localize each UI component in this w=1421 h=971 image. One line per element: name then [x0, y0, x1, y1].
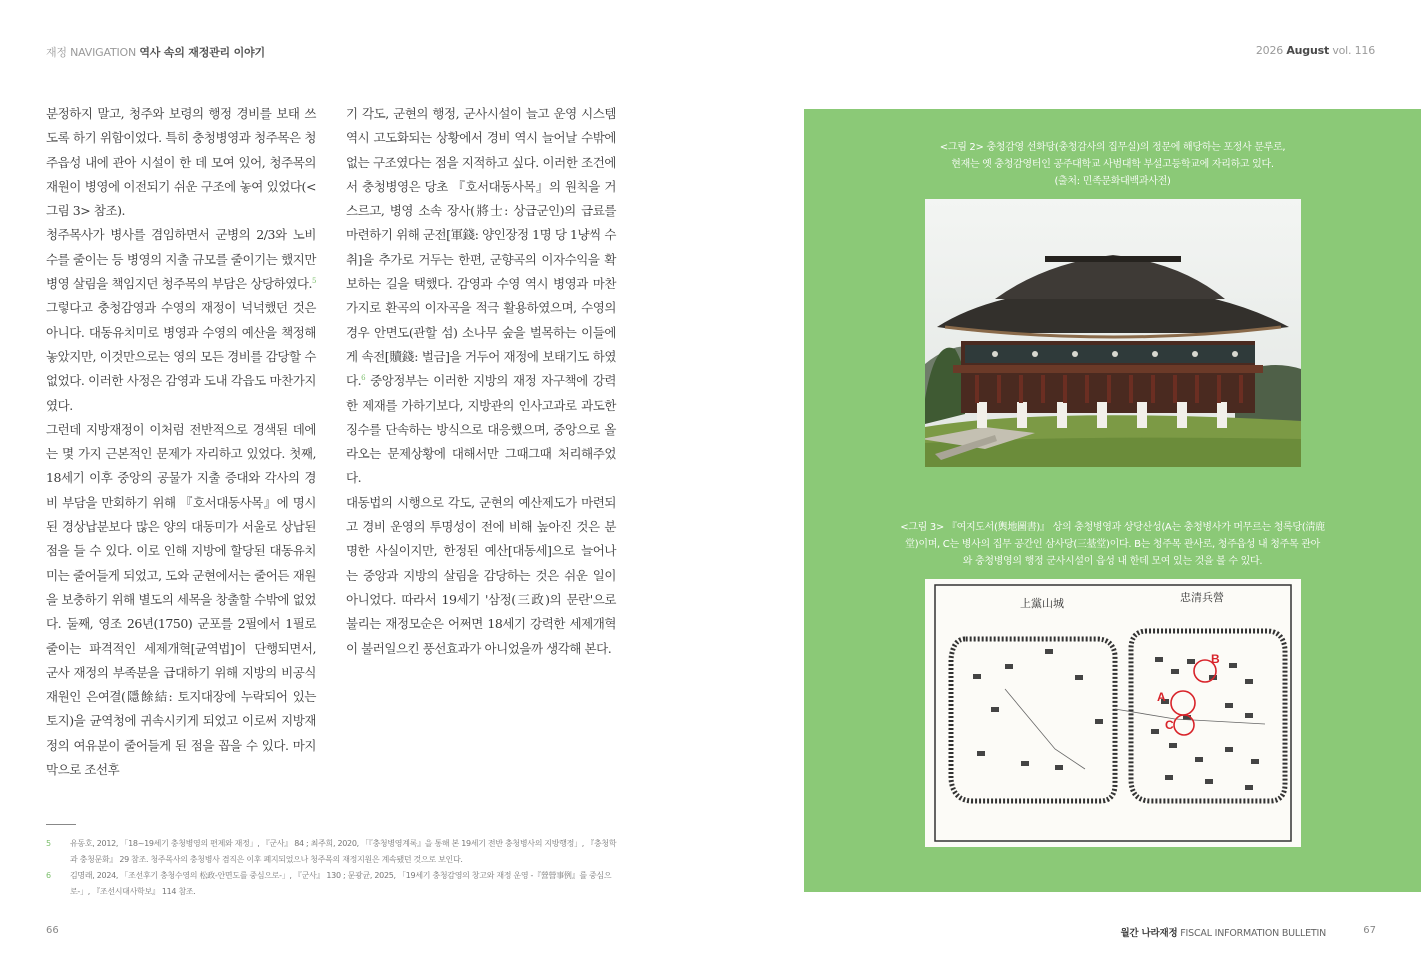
paragraph — [346, 102, 616, 491]
footnote-number: 6 — [46, 871, 51, 880]
magazine-subtitle: FISCAL INFORMATION BULLETIN — [1180, 928, 1326, 939]
footnote — [46, 836, 618, 868]
footnote-number: 5 — [46, 839, 51, 848]
historic-map — [925, 579, 1301, 847]
paragraph-text: 그렇다고 충청감영과 수영의 재정이 넉넉했던 것은 아니다. 대동유치미로 병영과 수영의 예산을 책정해 놓았지만, 이것만으로는 영의 모든 경비를 감당할 수 없었다. 이러한 사정은 감영과 도내 각읍도 마찬가지였다. — [46, 300, 316, 413]
body-column-2 — [346, 102, 616, 661]
section-title: 역사 속의 재정관리 이야기 — [139, 46, 265, 59]
caption-line: 와 충청병영의 행정 군사시설이 읍성 내 한데 모여 있는 것을 볼 수 있다. — [962, 556, 1263, 567]
caption-line: <그림 3> 『여지도서(輿地圖書)』 상의 충청병영과 상당산성(A는 충청병사가 머무르는 청록당(淸鹿 — [900, 522, 1325, 533]
paragraph-text: 중앙정부는 이러한 지방의 재정 자구책에 강력한 제재를 가하기보다, 지방관의 인사고과로 과도한 징수를 단속하는 방식으로 대응했으며, 중앙으로 올라오는 문제상황에 대해서만 그때그때 처리해주었다. — [346, 373, 616, 486]
issue-month: August — [1286, 44, 1330, 57]
running-header-left — [46, 44, 265, 60]
running-header-right — [1256, 44, 1375, 57]
footnote-divider — [46, 824, 76, 825]
caption-line: <그림 2> 충청감영 선화당(충청감사의 집무실)의 정문에 해당하는 포정사 문루로, — [939, 142, 1286, 153]
map-label-a: A — [1157, 690, 1166, 704]
map-title-right: 忠清兵營 — [1180, 591, 1224, 604]
body-column-1 — [46, 102, 316, 782]
caption-line: 堂)이며, C는 병사의 집무 공간인 삼사당(三䑓堂)이다. B는 청주목 관사로, 청주읍성 내 청주목 관아 — [905, 539, 1320, 550]
paragraph: 그런데 지방재정이 이처럼 전반적으로 경색된 데에는 몇 가지 근본적인 문제가 자리하고 있었다. 첫째, 18세기 이후 중앙의 공물가 지출 증대와 각사의 경비 부담을 만회하기 위해 『호서대동사목』에 명시된 경상납분보다 많은 양의 대동미가 서울로 상납된 점을 들 수 있다. 이로 인해 지방에 할당된 대동유치미는 줄어들게 되었고, 도와 군현에서는 줄어든 재원을 보충하기 위해 별도의 세목을 창출할 수밖에 없었다. 둘째, 영조 26년(1750) 군포를 2필에서 1필로 줄이는 파격적인 세제개혁[균역법]이 단행되면서, 군사 재정의 부족분을 급대하기 위해 지방의 비공식 재원인 은여결(隱餘結: 토지대장에 누락되어 있는 토지)을 균역청에 귀속시키게 되었고 이로써 지방재정의 여유분이 줄어들게 된 점을 꼽을 수 있다. 마지막으로 조선후 — [46, 421, 316, 778]
issue-year: 2026 — [1255, 44, 1284, 57]
magazine-footer — [1120, 925, 1326, 939]
paragraph — [46, 223, 316, 417]
issue-volume: vol. 116 — [1332, 44, 1375, 57]
pavilion-illustration — [925, 199, 1301, 467]
page-number-right: 67 — [1363, 925, 1376, 936]
section-label: 재정 NAVIGATION — [46, 46, 137, 59]
map-label-c: C — [1165, 718, 1174, 732]
figure-panel — [804, 109, 1421, 892]
footnote-ref[interactable]: 6 — [361, 374, 366, 383]
footnotes — [46, 836, 618, 900]
footnote — [46, 868, 618, 900]
magazine-name: 월간 나라재정 — [1120, 928, 1178, 939]
map-label-b: B — [1211, 652, 1220, 666]
page-number-left: 66 — [46, 925, 59, 936]
pavilion-photo — [925, 199, 1301, 467]
paragraph-text: 기 각도, 군현의 행정, 군사시설이 늘고 운영 시스템 역시 고도화되는 상황에서 경비 역시 늘어날 수밖에 없는 구조였다는 점을 지적하고 싶다. 이러한 조건에서 충청병영은 당초 『호서대동사목』의 원칙을 거스르고, 병영 소속 장사(將士: 상급군인)의 급료를 마련하기 위해 군전[軍錢: 양인장정 1명 당 1냥씩 수취]을 추가로 거두는 한편, 군향곡의 이자수익을 확보하는 길을 택했다. 감영과 수영 역시 병영과 마찬가지로 환곡의 이자곡을 적극 활용하였으며, 수영의 경우 안면도(관할 섬) 소나무 숲을 벌목하는 이들에게 속전[贖錢: 벌금]을 거두어 재정에 보태기도 하였다. — [346, 106, 616, 389]
paragraph: 대동법의 시행으로 각도, 군현의 예산제도가 마련되고 경비 운영의 투명성이 전에 비해 높아진 것은 분명한 사실이지만, 한정된 예산[대동세]으로 늘어나는 중앙과 지방의 살림을 감당하는 것은 쉬운 일이 아니었다. 따라서 19세기 '삼정(三政)의 문란'으로 불리는 재정모순은 어쩌면 18세기 강력한 세제개혁이 불러일으킨 풍선효과가 아니었을까 생각해 본다. — [346, 494, 616, 656]
footnote-text: 유동호, 2012, 「18~19세기 충청병영의 편제와 재정」, 『군사』 84 ; 최주희, 2020, 「『충청병영계록』을 통해 본 19세기 전반 충청병사의 지방행정」, 『충청학과 충청문화』 29 참조. 청주목사의 충청병사 겸직은 이후 폐지되었으나 청주목의 재정지원은 계속됐던 것으로 보인다. — [70, 839, 617, 864]
figure-3-caption — [824, 519, 1401, 570]
figure-2-caption — [824, 139, 1401, 190]
paragraph-text: 청주목사가 병사를 겸임하면서 군병의 2/3와 노비 수를 줄이는 등 병영의 지출 규모를 줄이기는 했지만 병영 살림을 책임지던 청주목의 부담은 상당하였다. — [46, 227, 316, 292]
footnote-ref[interactable]: 5 — [311, 276, 316, 285]
caption-line: (출처: 민족문화대백과사전) — [1054, 176, 1171, 187]
map-marker-a — [1171, 691, 1195, 715]
map-title-left: 上黨山城 — [1020, 597, 1064, 610]
map-illustration — [925, 579, 1301, 847]
footnote-text: 김명래, 2024, 「조선후기 충청수영의 松政-안면도를 중심으로-」, 『군사』 130 ; 문광균, 2025, 「19세기 충청감영의 창고와 재정 운영 -『營營事例』를 중심으로-」, 『조선시대사학보』 114 참조. — [70, 871, 612, 896]
caption-line: 현재는 옛 충청감영터인 공주대학교 사범대학 부설고등학교에 자리하고 있다. — [951, 159, 1274, 170]
paragraph: 분정하지 말고, 청주와 보령의 행정 경비를 보태 쓰도록 하기 위함이었다. 특히 충청병영과 청주목은 청주읍성 내에 관아 시설이 한 데 모여 있어, 청주목의 재원이 병영에 이전되기 쉬운 구조에 놓여 있었다(<그림 3> 참조). — [46, 106, 316, 219]
